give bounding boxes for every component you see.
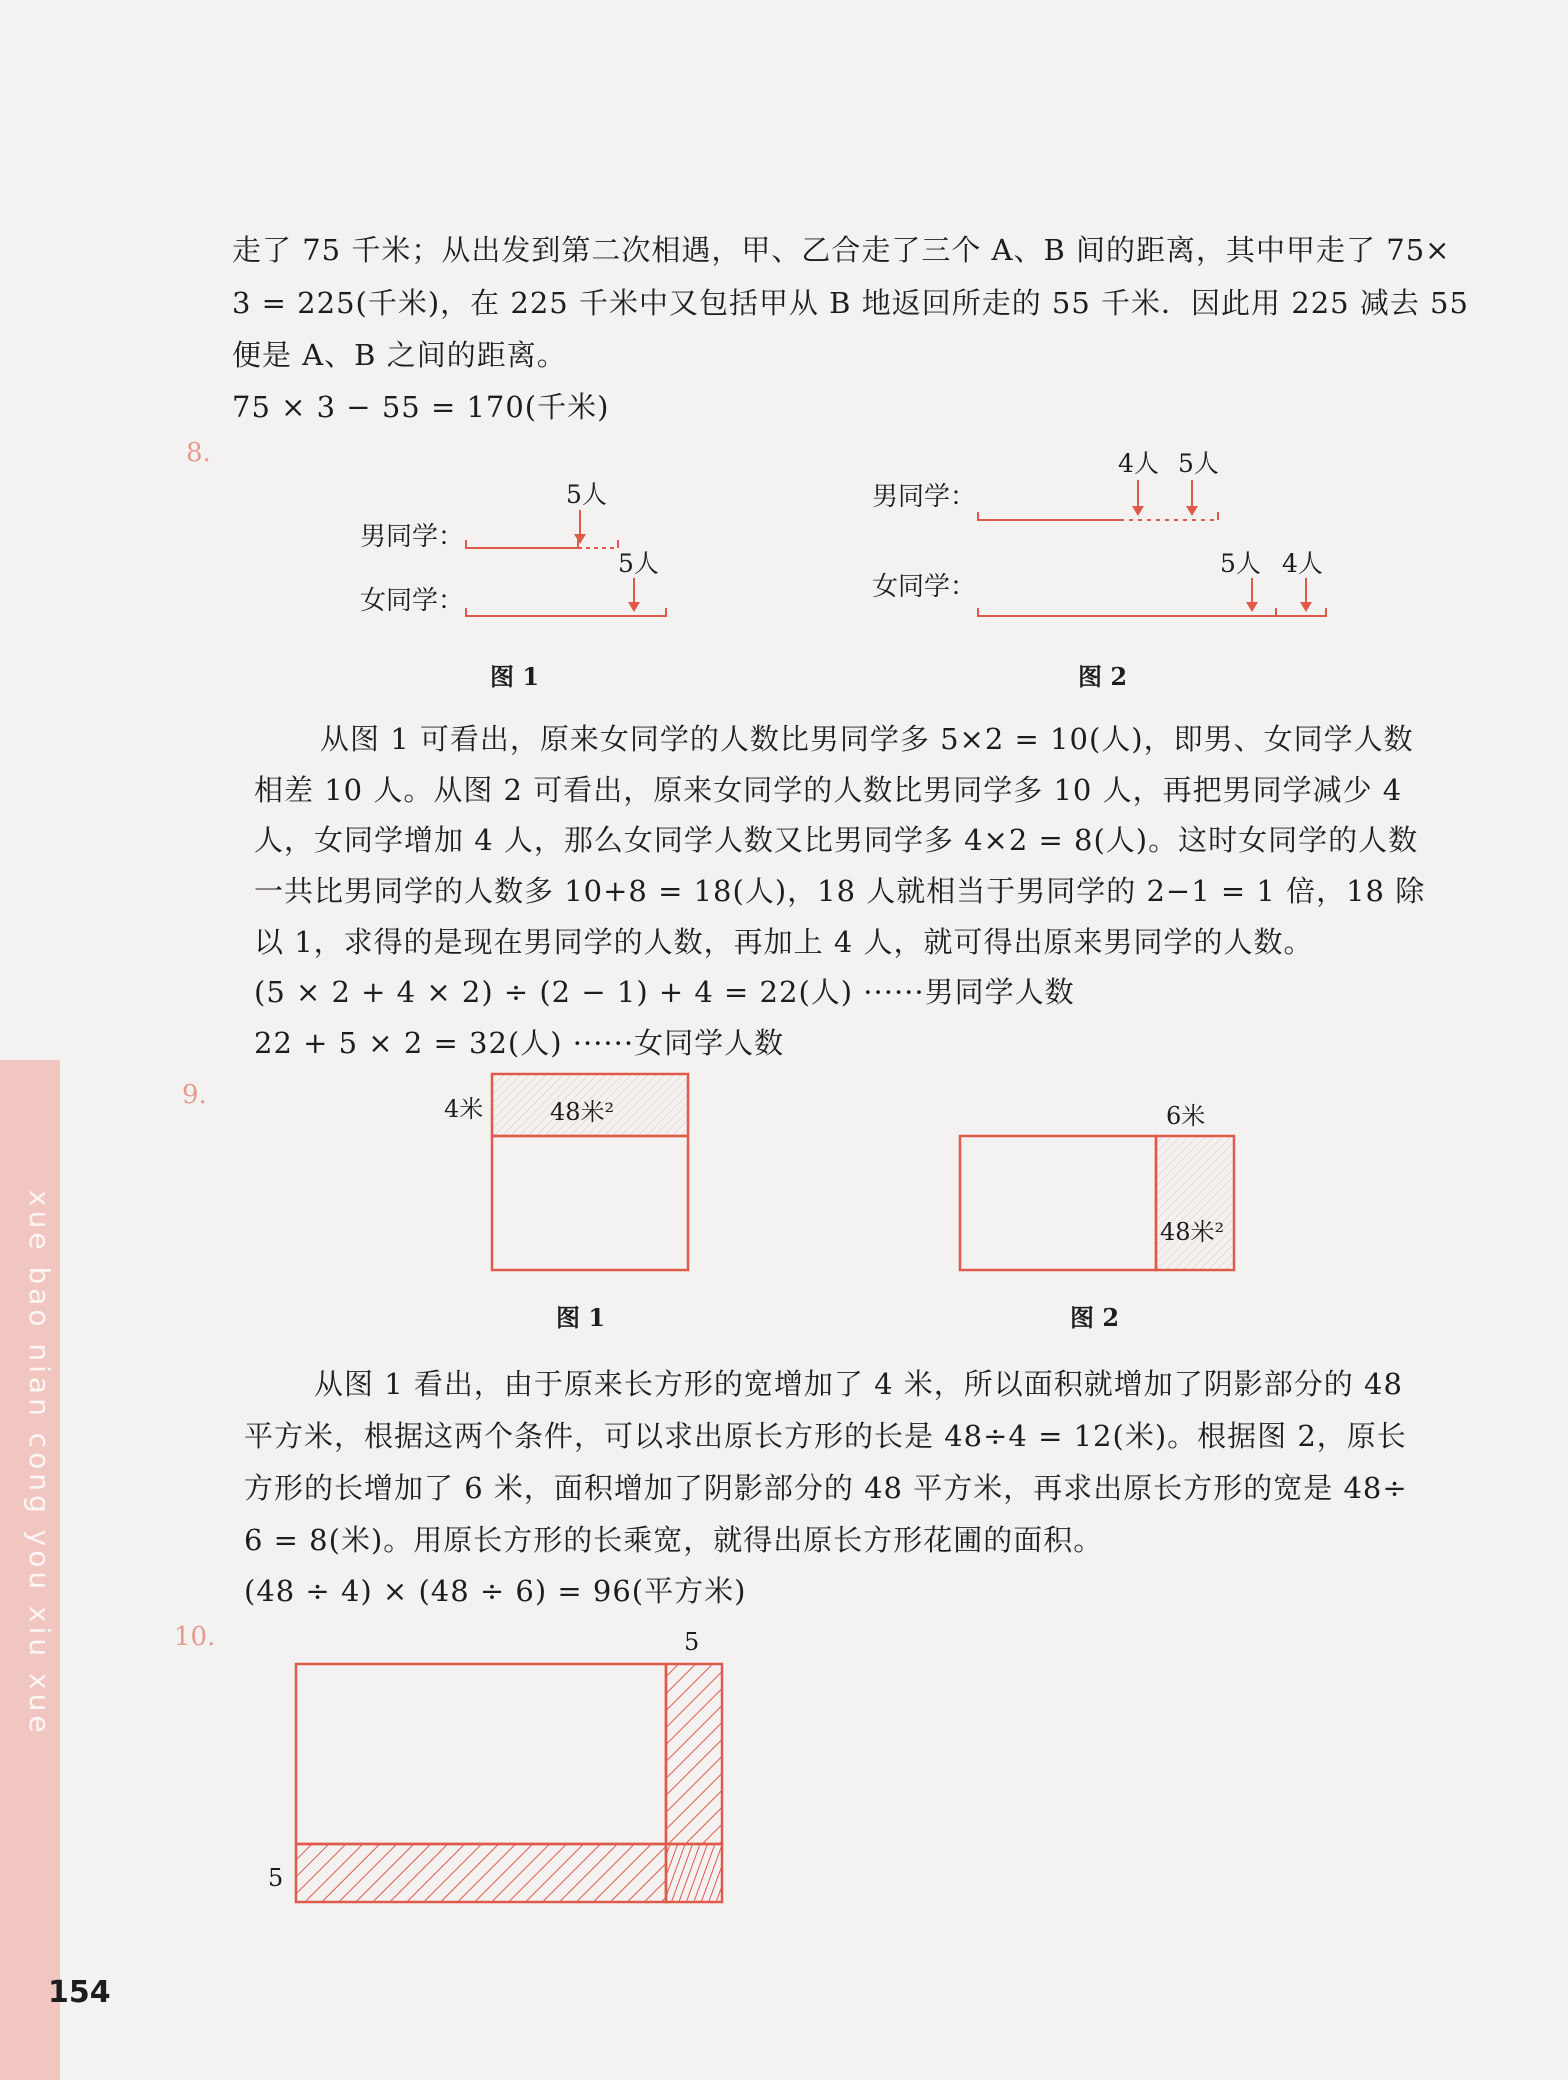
q8-fig1-girl-arrowhead <box>628 602 640 612</box>
intro-line-1: 走了 75 千米；从出发到第二次相遇，甲、乙合走了三个 A、B 间的距离，其中甲走了 75× <box>232 233 1451 267</box>
q9-figure-2 <box>960 1102 1234 1270</box>
q9-fig1-area-label: 48米² <box>550 1098 615 1126</box>
q9-fig1-side-label: 4米 <box>444 1095 484 1123</box>
q10-right-strip <box>666 1664 722 1844</box>
q8-formula-2: 22 + 5 × 2 = 32(人) ······女同学人数 <box>254 1026 785 1060</box>
q8-fig2-girl-annot-1: 5人 <box>1220 549 1261 578</box>
q9-fig2-original-rect <box>960 1136 1156 1270</box>
q8-fig2-girl-bar <box>978 608 1326 616</box>
q10-corner-square <box>666 1844 722 1902</box>
q10-figure <box>268 1628 722 1902</box>
question-number-10: 10. <box>174 1622 216 1652</box>
q8-fig1-boy-arrowhead <box>574 534 586 544</box>
q9-fig1-original-rect <box>492 1136 688 1270</box>
q9-fig1-caption: 图 1 <box>556 1303 606 1332</box>
q8-fig1-girl-label: 女同学： <box>360 586 465 616</box>
intro-formula: 75 × 3 − 55 = 170(千米) <box>232 390 610 424</box>
page-number: 154 <box>48 1975 111 2010</box>
q8-para-line-4: 一共比男同学的人数多 10+8 = 18(人)，18 人就相当于男同学的 2−1 = 1 倍，18 除 <box>254 874 1426 908</box>
q9-figure-1 <box>444 1074 688 1270</box>
q8-fig1-boy-annot: 5人 <box>566 480 607 509</box>
q9-para-line-1: 从图 1 看出，由于原来长方形的宽增加了 4 米，所以面积就增加了阴影部分的 48 <box>314 1367 1403 1401</box>
q10-left-label: 5 <box>268 1864 284 1892</box>
q8-fig1-caption: 图 1 <box>490 662 540 691</box>
intro-line-2: 3 = 225(千米)，在 225 千米中又包括甲从 B 地返回所走的 55 千米．因此用 225 减去 55 <box>232 286 1469 320</box>
q10-original-rect <box>296 1664 666 1844</box>
q8-fig2-boy-label: 男同学： <box>872 482 977 512</box>
q9-para-line-2: 平方米，根据这两个条件，可以求出原长方形的长是 48÷4 = 12(米)。根据图 2，原长 <box>244 1419 1407 1453</box>
q8-figure-2 <box>872 449 1326 616</box>
q9-para-line-4: 6 = 8(米)。用原长方形的长乘宽，就得出原长方形花圃的面积。 <box>244 1523 1104 1557</box>
q9-fig2-caption: 图 2 <box>1070 1303 1120 1332</box>
q8-para-line-1: 从图 1 可看出，原来女同学的人数比男同学多 5×2 = 10(人)，即男、女同学人数 <box>320 722 1414 756</box>
q9-formula: (48 ÷ 4) × (48 ÷ 6) = 96(平方米) <box>244 1574 747 1608</box>
q8-fig2-boy-annot-2: 5人 <box>1178 449 1219 478</box>
q8-fig1-girl-annot: 5人 <box>618 549 659 578</box>
q9-fig2-shaded-strip <box>1156 1136 1234 1270</box>
q10-bottom-strip <box>296 1844 666 1902</box>
q8-fig1-boy-bar <box>466 540 578 548</box>
q8-fig2-boy-bar <box>978 512 1120 520</box>
q9-fig2-side-label: 6米 <box>1166 1102 1206 1130</box>
q8-fig2-girl-label: 女同学： <box>872 572 977 602</box>
q8-fig2-caption: 图 2 <box>1078 662 1128 691</box>
intro-line-3: 便是 A、B 之间的距离。 <box>232 338 567 372</box>
q8-formula-1: (5 × 2 + 4 × 2) ÷ (2 − 1) + 4 = 22(人) ······男同学人数 <box>254 975 1075 1009</box>
q8-fig2-boy-arrowhead-1 <box>1132 506 1144 516</box>
question-number-9: 9. <box>182 1080 207 1110</box>
q8-para-line-3: 人，女同学增加 4 人，那么女同学人数又比男同学多 4×2 = 8(人)。这时女同学的人数 <box>254 823 1419 857</box>
q8-fig2-girl-arrowhead-2 <box>1300 602 1312 612</box>
q9-para-line-3: 方形的长增加了 6 米，面积增加了阴影部分的 48 平方米，再求出原长方形的宽是 48÷ <box>244 1471 1408 1505</box>
question-number-8: 8. <box>186 438 211 468</box>
q8-fig1-girl-bar <box>466 608 666 616</box>
q8-fig1-boy-label: 男同学： <box>360 522 465 552</box>
q10-top-label: 5 <box>684 1628 700 1656</box>
q8-fig2-girl-annot-2: 4人 <box>1282 549 1323 578</box>
side-tab-text: xue bao nian cong you xiu xue <box>23 1190 56 1737</box>
q8-fig2-boy-annot-1: 4人 <box>1118 449 1159 478</box>
q8-para-line-2: 相差 10 人。从图 2 可看出，原来女同学的人数比男同学多 10 人，再把男同学减少 4 <box>254 773 1403 807</box>
q8-para-line-5: 以 1，求得的是现在男同学的人数，再加上 4 人，就可得出原来男同学的人数。 <box>254 925 1314 959</box>
q8-figure-1 <box>360 480 666 616</box>
q8-fig2-boy-arrowhead-2 <box>1186 506 1198 516</box>
q9-fig2-area-label: 48米² <box>1160 1218 1225 1246</box>
q8-fig2-girl-arrowhead-1 <box>1246 602 1258 612</box>
